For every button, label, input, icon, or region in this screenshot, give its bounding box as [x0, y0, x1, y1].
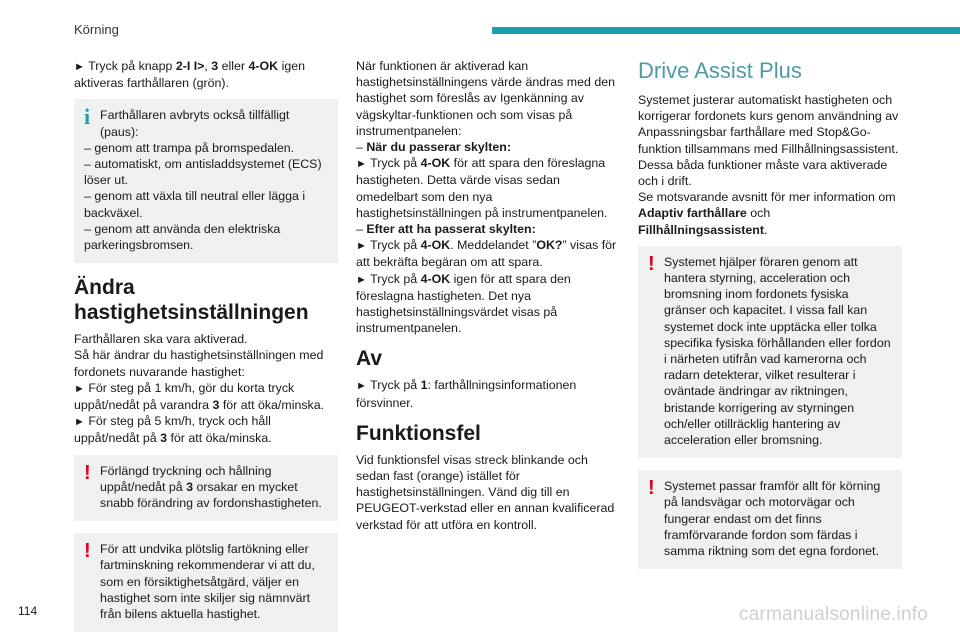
subheading-passing-sign: – När du passerar skylten:	[356, 140, 511, 155]
triangle-bullet-icon: ►	[356, 273, 367, 286]
warning-icon: !	[84, 461, 91, 484]
section-title: Körning	[74, 22, 119, 37]
warning-icon: !	[84, 540, 91, 563]
step-1kmh: ► För steg på 1 km/h, gör du korta tryck uppåt/nedåt på varandra 3 för att öka/minska.	[74, 380, 325, 413]
column-2: När funktionen är aktiverad kan hastighetsinställningens värde ändras med den hastighet som föreslås av Igenkänning av vägskyltar-funktionen och som visas på instrumentpanelen: – När du passerar skylten: ► Tryck på 4-OK för att spara den föreslagna hastigheten. Detta värde visas sedan omedelbart som den nya hastighetsinställningen på instrumentpanelen. – Efter att ha passerat skylten: ► Tryck på 4-OK. Meddelandet ”OK?” visas för att bekräfta begäran om att spara. ► Tryck på 4-OK igen för att spara den föreslagna hastigheten. Det nya hastighetsinställningsvärdet visas på instrumentpanelen. Av ► Tryck på 1: farthållningsinformationen försvinner. Funktionsfel Vid funktionsfel visas streck blinkande och sedan fast (orange) istället för hastighetsinställningen. Vänd dig till en PEUGEOT-verkstad eller en annan kvalificerad verkstad för att utföra en kontroll.	[356, 58, 620, 541]
header-accent-bar	[492, 27, 960, 34]
triangle-bullet-icon: ►	[74, 61, 85, 73]
warning-icon: !	[648, 477, 655, 500]
warning-icon: !	[648, 252, 655, 275]
warning-note-3: ! Systemet hjälper föraren genom att hantera styrning, acceleration och bromsning inom fordonets fysiska gränser och kapacitet. I vissa fall kan systemet dock inte upptäcka eller tolka specifika fysiska förhållanden eller fordon i närheten utifrån vad kamerorna och radarn detekterar, vilket resulterar i oväntade ändringar av riktningen, bristande korrigering av styrningen och/eller otillräcklig hantering av acceleration eller bromsning.	[638, 246, 902, 458]
triangle-bullet-icon: ►	[74, 416, 85, 429]
step-off: ► Tryck på 1: farthållningsinformationen försvinner.	[356, 378, 577, 410]
step-5kmh: ► För steg på 5 km/h, tryck och håll uppåt/nedåt på 3 för att öka/minska.	[74, 414, 272, 446]
paragraph-see-sections: Se motsvarande avsnitt för mer information om Adaptiv farthållare och Fillhållningsassistent.	[638, 190, 896, 237]
step-confirm: ► Tryck på 4-OK. Meddelandet ”OK?” visas för att bekräfta begäran om att spara.	[356, 238, 617, 270]
heading-off: Av	[356, 347, 383, 371]
triangle-bullet-icon: ►	[356, 380, 367, 393]
warning-note-2: ! För att undvika plötslig fartökning eller fartminskning rekommenderar vi att du, som en försiktighetsåtgärd, väljer en hastighet som inte skiljer sig nämnvärt från bilens aktuella hastighet.	[74, 533, 338, 632]
warning-note-1: ! Förlängd tryckning och hållning uppåt/nedåt på 3 orsakar en mycket snabb förändring av fordonshastigheten.	[74, 455, 338, 522]
column-3: Drive Assist Plus Systemet justerar automatiskt hastigheten och korrigerar fordonets kurs genom användning av Anpassningsbar farthållare med Stop&Go-funktion tillsammans med Fillhållningsassistent. Dessa båda funktioner måste vara aktiverade och i drift. Se motsvarande avsnitt för mer information om Adaptiv farthållare och Fillhållningsassistent. ! Systemet hjälper föraren genom att hantera styrning, acceleration och bromsning inom fordonets fysiska gränser och kapacitet. I vissa fall kan systemet dock inte upptäcka eller tolka specifika fysiska förhållanden eller fordon i närheten utifrån vad kamerorna och radarn detekterar, vilket resulterar i oväntade ändringar av riktningen, bristande korrigering av styrningen och/eller otillräcklig hantering av acceleration eller bromsning. ! Systemet passar framför allt för körning på landsvägar och motorvägar och fungerar endast om det finns framförvarande fordon som färdas i samma riktning som det egna fordonet.	[638, 58, 902, 581]
triangle-bullet-icon: ►	[356, 158, 367, 171]
heading-malfunction: Funktionsfel	[356, 421, 481, 445]
info-icon: i	[84, 104, 91, 130]
heading-change-speed: Ändra hastighetsinställningen	[74, 276, 309, 325]
triangle-bullet-icon: ►	[74, 382, 85, 395]
page-number: 114	[18, 604, 38, 618]
step-save-suggested: ► Tryck på 4-OK för att spara den föreslagna hastigheten. Detta värde visas sedan omedelbart som den nya hastighetsinställningen på instrumentpanelen.	[356, 156, 608, 220]
column-1: ► Tryck på knapp 2-I I>, 3 eller 4-OK igen aktiveras farthållaren (grön). i Farthållaren avbryts också tillfälligt (paus): – genom att trampa på bromspedalen. – automatiskt, om antisladdsystemet (ECS) löser ut. – genom att växla till neutral eller lägga i backväxel. – genom att använda den elektriska parkeringsbromsen. Ändra hastighetsinställningen Farthållaren ska vara aktiverad. Så här ändrar du hastighetsinställningen med fordonets nuvarande hastighet: ► För steg på 1 km/h, gör du korta tryck uppåt/nedåt på varandra 3 för att öka/minska. ► För steg på 5 km/h, tryck och håll uppåt/nedåt på 3 för att öka/minska. ! Förlängd tryckning och hållning uppåt/nedåt på 3 orsakar en mycket snabb förändring av fordonshastigheten. ! För att undvika plötslig fartökning eller fartminskning rekommenderar vi att du, som en försiktighetsåtgärd, väljer en hastighet som inte skiljer sig nämnvärt från bilens aktuella hastighet.	[74, 58, 338, 644]
step-save-again: ► Tryck på 4-OK igen för att spara den föreslagna hastigheten. Det nya hastighetsinställningsvärdet visas på instrumentpanelen.	[356, 271, 571, 336]
warning-note-4: ! Systemet passar framför allt för körning på landsvägar och motorvägar och fungerar endast om det finns framförvarande fordon som färdas i samma riktning som det egna fordonet.	[638, 470, 902, 569]
info-note: i Farthållaren avbryts också tillfälligt (paus): – genom att trampa på bromspedalen. – automatiskt, om antisladdsystemet (ECS) löser ut. – genom att växla till neutral eller lägga i backväxel. – genom att använda den elektriska parkeringsbromsen.	[74, 99, 338, 263]
heading-drive-assist-plus: Drive Assist Plus	[638, 58, 802, 83]
triangle-bullet-icon: ►	[356, 240, 367, 253]
subheading-after-sign: – Efter att ha passerat skylten:	[356, 222, 536, 237]
watermark: carmanualsonline.info	[738, 604, 928, 625]
paragraph-resume: ► Tryck på knapp 2-I I>, 3 eller 4-OK igen aktiveras farthållaren (grön).	[74, 59, 305, 91]
